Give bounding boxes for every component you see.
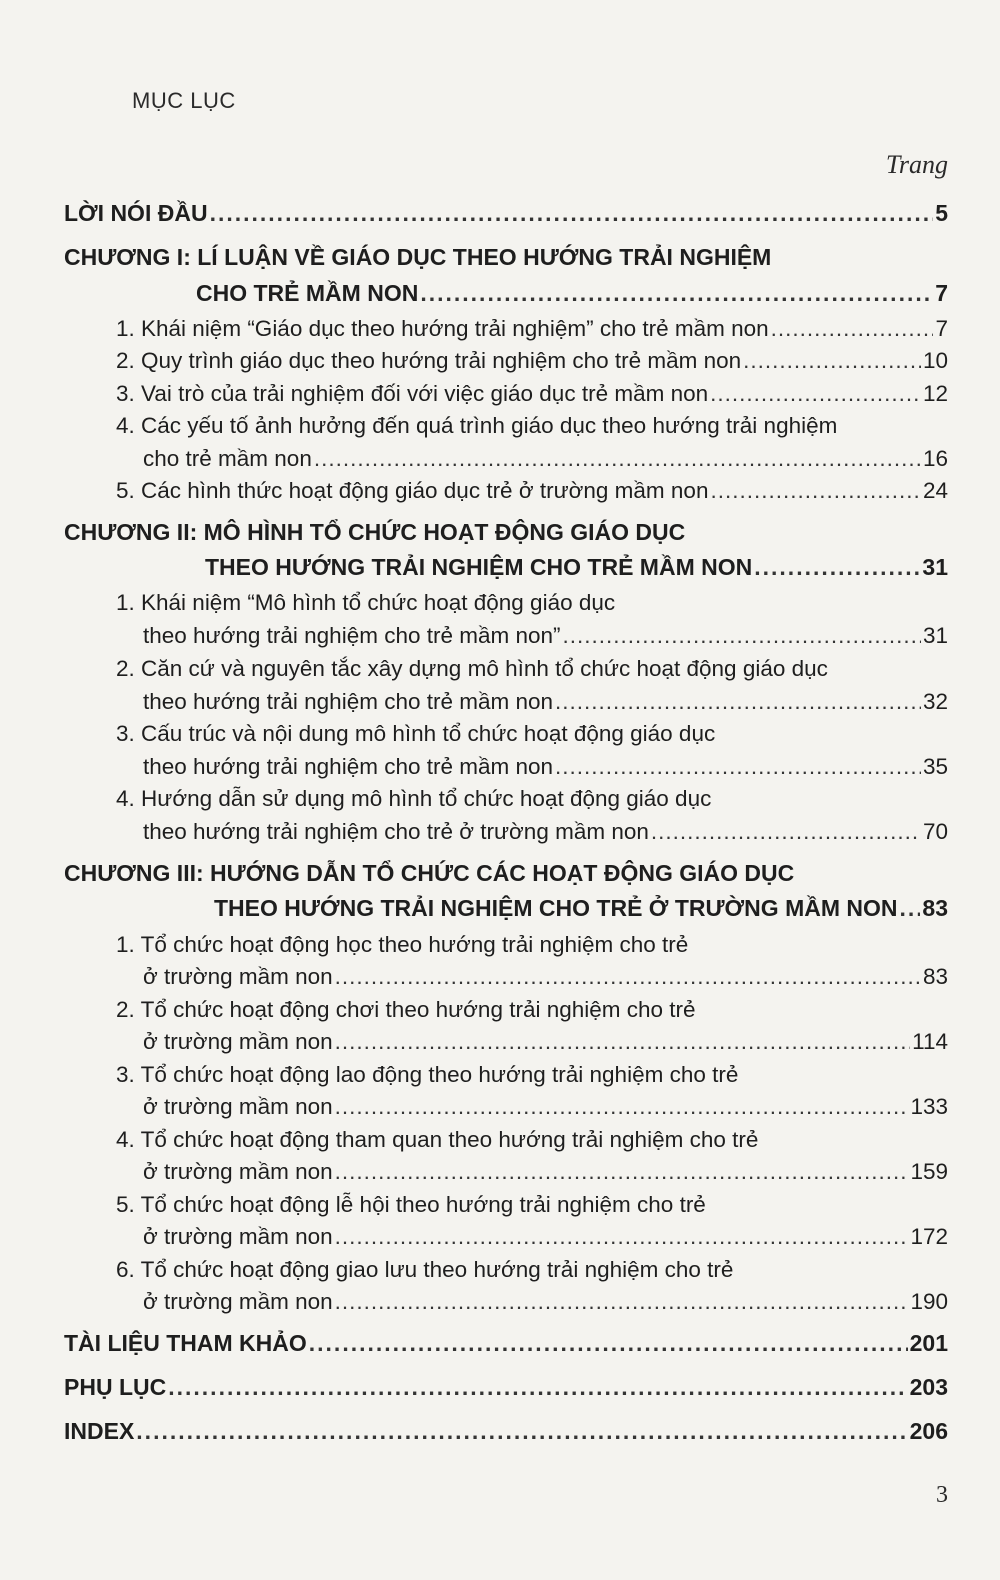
toc-item-3-5[interactable] <box>143 1224 948 1250</box>
toc-item-3-3-line1[interactable]: 3. Tổ chức hoạt động lao động theo hướng trải nghiệm cho trẻ <box>116 1062 739 1087</box>
toc-item-page: 7 <box>935 316 948 341</box>
toc-item-2-3[interactable] <box>143 754 948 780</box>
toc-item-title: cho trẻ mầm non <box>143 446 312 471</box>
chapter-2-heading[interactable] <box>205 554 948 581</box>
toc-item-title: theo hướng trải nghiệm cho trẻ mầm non <box>143 689 554 714</box>
chapter-3-title-line2: THEO HƯỚNG TRẢI NGHIỆM CHO TRẺ Ở TRƯỜNG MẦM NON <box>214 895 898 921</box>
toc-item-page: 12 <box>922 381 948 406</box>
toc-item-2-1[interactable] <box>143 623 948 649</box>
leader-dots <box>335 1224 909 1250</box>
toc-item-title: 1. Khái niệm “Giáo dục theo hướng trải nghiệm” cho trẻ mầm non <box>116 316 769 341</box>
toc-item-title: ở trường mầm non <box>143 964 333 989</box>
toc-item-3-4[interactable] <box>143 1159 948 1185</box>
leader-dots <box>335 1159 909 1185</box>
page-number: 3 <box>936 1482 948 1508</box>
toc-entry-loi-noi-dau[interactable] <box>64 200 948 227</box>
toc-item-1-5[interactable] <box>116 478 948 504</box>
chapter-2-title-line1[interactable]: CHƯƠNG II: MÔ HÌNH TỔ CHỨC HOẠT ĐỘNG GIÁO DỤC <box>64 519 686 545</box>
toc-entry-page: 206 <box>909 1418 948 1444</box>
toc-entry-page: 31 <box>922 554 948 580</box>
toc-item-3-3[interactable] <box>143 1094 948 1120</box>
leader-dots <box>900 895 921 922</box>
toc-item-title: 2. Quy trình giáo dục theo hướng trải nghiệm cho trẻ mầm non <box>116 348 742 373</box>
toc-entry-title: LỜI NÓI ĐẦU <box>64 200 208 226</box>
toc-item-2-1-line1[interactable]: 1. Khái niệm “Mô hình tổ chức hoạt động giáo dục <box>116 590 616 615</box>
toc-entry-page: 201 <box>909 1330 948 1356</box>
toc-entry-phu-luc[interactable] <box>64 1374 948 1401</box>
toc-item-page: 31 <box>922 623 948 648</box>
toc-item-page: 10 <box>922 348 948 373</box>
leader-dots <box>710 478 921 504</box>
toc-item-3-1[interactable] <box>143 964 948 990</box>
toc-item-1-4[interactable] <box>143 446 948 472</box>
leader-dots <box>754 554 920 581</box>
toc-item-title: theo hướng trải nghiệm cho trẻ mầm non” <box>143 623 561 648</box>
toc-entry-title: INDEX <box>64 1418 135 1444</box>
toc-item-2-4[interactable] <box>143 819 948 845</box>
leader-dots <box>309 1330 908 1357</box>
leader-dots <box>710 381 921 407</box>
toc-item-page: 172 <box>910 1224 948 1249</box>
toc-item-3-1-line1[interactable]: 1. Tổ chức hoạt động học theo hướng trải nghiệm cho trẻ <box>116 932 689 957</box>
toc-item-1-2[interactable] <box>116 348 948 374</box>
leader-dots <box>555 754 921 780</box>
chapter-1-title-line2: CHO TRẺ MẦM NON <box>196 280 419 306</box>
toc-entry-page: 203 <box>909 1374 948 1400</box>
toc-entry-title: PHỤ LỤC <box>64 1374 167 1400</box>
toc-item-title: ở trường mầm non <box>143 1224 333 1249</box>
leader-dots <box>771 316 934 342</box>
toc-item-title: ở trường mầm non <box>143 1029 333 1054</box>
toc-item-title: ở trường mầm non <box>143 1289 333 1314</box>
leader-dots <box>335 1289 909 1315</box>
chapter-2-title-line2: THEO HƯỚNG TRẢI NGHIỆM CHO TRẺ MẦM NON <box>205 554 753 580</box>
toc-item-3-5-line1[interactable]: 5. Tổ chức hoạt động lễ hội theo hướng trải nghiệm cho trẻ <box>116 1192 706 1217</box>
toc-item-title: ở trường mầm non <box>143 1094 333 1119</box>
toc-item-page: 133 <box>910 1094 948 1119</box>
toc-item-3-6-line1[interactable]: 6. Tổ chức hoạt động giao lưu theo hướng trải nghiệm cho trẻ <box>116 1257 734 1282</box>
leader-dots <box>168 1374 907 1401</box>
toc-entry-page: 83 <box>922 895 948 921</box>
leader-dots <box>555 689 921 715</box>
chapter-3-title-line1[interactable]: CHƯƠNG III: HƯỚNG DẪN TỔ CHỨC CÁC HOẠT ĐỘNG GIÁO DỤC <box>64 860 795 886</box>
chapter-3-heading[interactable] <box>214 895 948 922</box>
leader-dots <box>210 200 934 227</box>
leader-dots <box>563 623 921 649</box>
toc-item-page: 83 <box>922 964 948 989</box>
toc-item-3-2-line1[interactable]: 2. Tổ chức hoạt động chơi theo hướng trải nghiệm cho trẻ <box>116 997 696 1022</box>
toc-entry-tai-lieu-tham-khao[interactable] <box>64 1330 948 1357</box>
leader-dots <box>420 280 933 307</box>
leader-dots <box>136 1418 907 1445</box>
toc-item-3-4-line1[interactable]: 4. Tổ chức hoạt động tham quan theo hướng trải nghiệm cho trẻ <box>116 1127 759 1152</box>
toc-entry-title: TÀI LIỆU THAM KHẢO <box>64 1330 307 1356</box>
leader-dots <box>314 446 921 472</box>
toc-item-1-3[interactable] <box>116 381 948 407</box>
chapter-1-heading[interactable] <box>196 280 948 307</box>
toc-item-page: 24 <box>922 478 948 503</box>
leader-dots <box>335 1029 910 1055</box>
toc-item-page: 70 <box>922 819 948 844</box>
toc-item-page: 16 <box>922 446 948 471</box>
toc-item-3-6[interactable] <box>143 1289 948 1315</box>
toc-item-2-2[interactable] <box>143 689 948 715</box>
toc-item-1-1[interactable] <box>116 316 948 342</box>
toc-item-page: 35 <box>922 754 948 779</box>
toc-entry-index[interactable] <box>64 1418 948 1445</box>
toc-item-2-3-line1[interactable]: 3. Cấu trúc và nội dung mô hình tổ chức hoạt động giáo dục <box>116 721 716 746</box>
toc-item-title: theo hướng trải nghiệm cho trẻ ở trường mầm non <box>143 819 649 844</box>
toc-entry-page: 5 <box>935 200 948 226</box>
chapter-1-title-line1[interactable]: CHƯƠNG I: LÍ LUẬN VỀ GIÁO DỤC THEO HƯỚNG TRẢI NGHIỆM <box>64 244 772 270</box>
toc-item-2-4-line1[interactable]: 4. Hướng dẫn sử dụng mô hình tổ chức hoạt động giáo dục <box>116 786 712 811</box>
toc-item-title: theo hướng trải nghiệm cho trẻ mầm non <box>143 754 554 779</box>
toc-item-title: ở trường mầm non <box>143 1159 333 1184</box>
leader-dots <box>335 964 921 990</box>
leader-dots <box>651 819 921 845</box>
toc-item-page: 114 <box>912 1029 948 1054</box>
toc-item-page: 159 <box>910 1159 948 1184</box>
leader-dots <box>335 1094 909 1120</box>
running-head: MỤC LỤC <box>132 88 236 113</box>
page-column-label: Trang <box>885 150 948 179</box>
toc-item-title: 5. Các hình thức hoạt động giáo dục trẻ ở trường mầm non <box>116 478 709 503</box>
toc-item-page: 32 <box>922 689 948 714</box>
toc-item-page: 190 <box>910 1289 948 1314</box>
toc-item-title: 3. Vai trò của trải nghiệm đối với việc giáo dục trẻ mầm non <box>116 381 709 406</box>
toc-item-1-4-line1[interactable]: 4. Các yếu tố ảnh hưởng đến quá trình giáo dục theo hướng trải nghiệm <box>116 413 838 438</box>
toc-item-3-2[interactable] <box>143 1029 948 1055</box>
leader-dots <box>743 348 921 374</box>
toc-item-2-2-line1[interactable]: 2. Căn cứ và nguyên tắc xây dựng mô hình tổ chức hoạt động giáo dục <box>116 656 828 681</box>
toc-entry-page: 7 <box>935 280 948 306</box>
